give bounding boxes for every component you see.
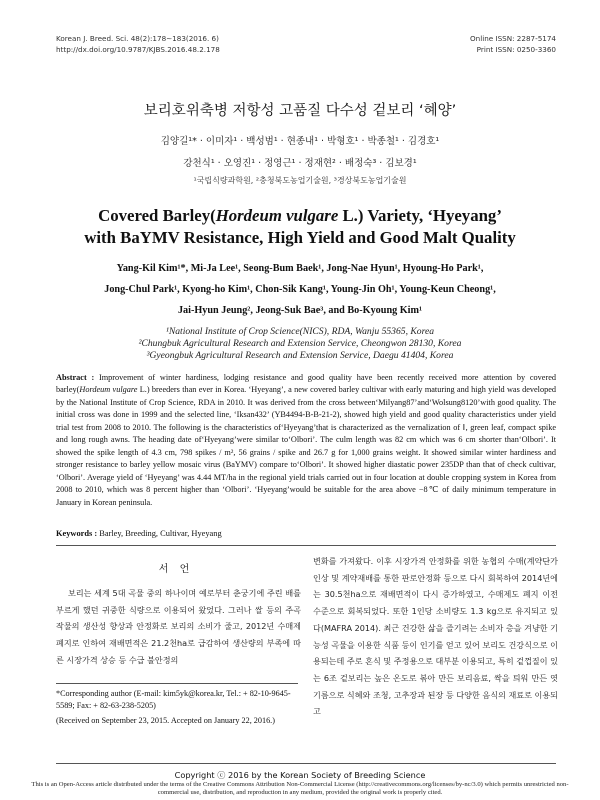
footer-divider <box>56 763 556 764</box>
footnote-divider <box>56 683 298 684</box>
keywords-divider <box>56 545 556 546</box>
abstract-species: Hordeum vulgare <box>79 385 138 395</box>
korean-affiliations: ¹국립식량과학원, ²충청북도농업기술원, ³경상북도농업기술원 <box>193 176 407 185</box>
english-title-line2: with BaYMV Resistance, High Yield and Good Malt Quality <box>84 228 516 247</box>
abstract-text-1: Improvement of winter hardiness, lodging resistance and good quality have been recently received more attention by covered barley( <box>56 373 556 395</box>
korean-authors-line2: 강천식¹ · 오영진¹ · 정영근¹ · 정재현² · 배정숙³ · 김보경¹ <box>183 158 417 169</box>
corresponding-author: *Corresponding author (E-mail: kim5yk@korea.kr, Tel.: + 82-10-9645-5589; Fax: + 82-63-238-5205) <box>56 689 291 710</box>
korean-title: 보리호위축병 저항성 고품질 다수성 겉보리 ‘혜양’ <box>143 103 457 119</box>
english-affiliation-1: ¹National Institute of Crop Science(NICS), RDA, Wanju 55365, Korea <box>165 326 434 337</box>
print-issn: Print ISSN: 0250-3360 <box>476 45 556 54</box>
abstract <box>56 372 556 509</box>
english-affiliation-2: ²Chungbuk Agricultural Research and Extension Service, Cheongwon 28130, Korea <box>138 338 462 349</box>
english-title-post: L.) Variety, ‘Hyeyang’ <box>338 206 502 225</box>
intro-heading: 서 언 <box>158 564 194 575</box>
received-dates: (Received on September 23, 2015. Accepted on January 22, 2016.) <box>56 716 275 725</box>
intro-left-paragraph: 보리는 세계 5대 곡물 중의 하나이며 예로부터 춘궁기에 주린 배를 부르게 했던 귀중한 식량으로 이용되어 왔었다. 그러나 쌀 등의 주곡 작물의 생산성 향상과 안정화로 보리의 소비가 줄고, 2012년 수매제 폐지로 인하여 재배면적은 21.2천ha로 급감하여 생산량의 부족에 따른 시장가격 상승 등 수급 불안정의 <box>56 588 301 665</box>
license-notice: This is an Open-Access article distributed under the terms of the Creative Commons Attribution Non-Commercial License (http://creativecommons.org/licenses/by-nc/3.0) which permits unrestricted non-commercial use, distribution, and reproduction in any medium, provided the original work is properly cited. <box>31 781 569 796</box>
english-authors-line2: Jong-Chul Park¹, Kyong-ho Kim¹, Chon-Sik Kang¹, Young-Jin Oh¹, Young-Keun Cheong¹, <box>104 284 496 295</box>
online-issn: Online ISSN: 2287-5174 <box>470 34 556 43</box>
abstract-label: Abstract : <box>56 373 95 382</box>
abstract-text-2: L.) breeders than ever in Korea. ‘Hyeyang’, a new covered barley cultivar with early maturing and high yield was developed by the National Institute of Crop Science, RDA in 2010. It was derived from the cross between‘Milyang87’and‘Wolsung8120’with good quality. The initial cross was done in 1999 and the selected line, ‘Iksan432’ (YB4494-B-B-21-2), showed high yield and good quality characteristics under yield trial test from 2008 to 2010. The following is the characteristics of‘Hyeyang’that is characterized as the vernalization of Ⅰ, green leaf, compact spike and long rough awns. The heading date of‘Hyeyang’were similar to‘Olbori’. The culm length was 82 cm which was 6 cm shorter than‘Olbori’. It showed the spike length of 4.3 cm, 798 spikes / m², 56 grains / spike and 26.7 g for 1,000 grains weight. It showed similar winter hardiness and stronger resistance to barley yellow mosaic virus (BaYMV) compare to‘Olbori’. It showed higher diastatic power 235DP than that of check cultivar, ‘Olbori’. Average yield of ‘Hyeyang’ was 4.44 MT/ha in the regional yield trials carried out in four location at double cropping system in Korea from 2008 to 2010, which was 8 percent higher than ‘Olbori’. ‘Hyeyang’would be suitable for the area above −8℃ of daily minimum temperature in January in Korean peninsula. <box>56 385 556 507</box>
english-affiliation-3: ³Gyeongbuk Agricultural Research and Extension Service, Daegu 41404, Korea <box>146 350 454 361</box>
copyright-notice: Copyright ⓒ 2016 by the Korean Society of Breeding Science <box>174 770 426 780</box>
keywords <box>56 529 222 538</box>
english-authors-line1: Yang-Kil Kim¹*, Mi-Ja Lee¹, Seong-Bum Baek¹, Jong-Nae Hyun¹, Hyoung-Ho Park¹, <box>116 263 484 274</box>
english-authors-line3: Jai-Hyun Jeung², Jeong-Suk Bae³, and Bo-Kyoung Kim¹ <box>177 305 423 316</box>
keywords-label: Keywords : <box>56 529 98 538</box>
english-title-pre: Covered Barley( <box>98 206 216 225</box>
keywords-text: Barley, Breeding, Cultivar, Hyeyang <box>97 529 222 538</box>
doi-link[interactable]: http://dx.doi.org/10.9787/KJBS.2016.48.2.178 <box>56 45 220 54</box>
korean-authors-line1: 김양길¹* · 이미자¹ · 백성범¹ · 현종내¹ · 박형호¹ · 박종철¹ · 김경호¹ <box>160 136 440 147</box>
english-title <box>0 205 600 249</box>
journal-citation: Korean J. Breed. Sci. 48(2):178∼183(2016. 6) <box>56 34 219 43</box>
intro-right-paragraph: 변화를 가져왔다. 이후 시장가격 안정화를 위한 농협의 수매(계약단가 인상 및 계약재배를 통한 판로안정화 등으로 다시 회복하여 2014년에는 30.5천ha으로 재배면적이 다시 증가하였고, 수매제도 폐지 이전 수준으로 회복되었다. 또한 1인당 소비량도 1.3 kg으로 유지되고 있다(MAFRA 2014). 최근 건강한 삶을 즐기려는 소비자 층을 겨냥한 기능성 곡물을 이용한 식품 등이 인기를 얻고 있어 보리도 건강식으로 이용되는데 주로 혼식 및 주정용으로 대부분 이용되고, 특히 겉껍질이 있는 6조 겉보리는 높은 온도로 볶아 만든 보리음료, 싹을 틔워 만든 엿기름으로 식혜와 조청, 고추장과 된장 등 다양한 음식의 재료로 이용되고 <box>313 556 558 717</box>
english-title-species: Hordeum vulgare <box>215 206 339 225</box>
